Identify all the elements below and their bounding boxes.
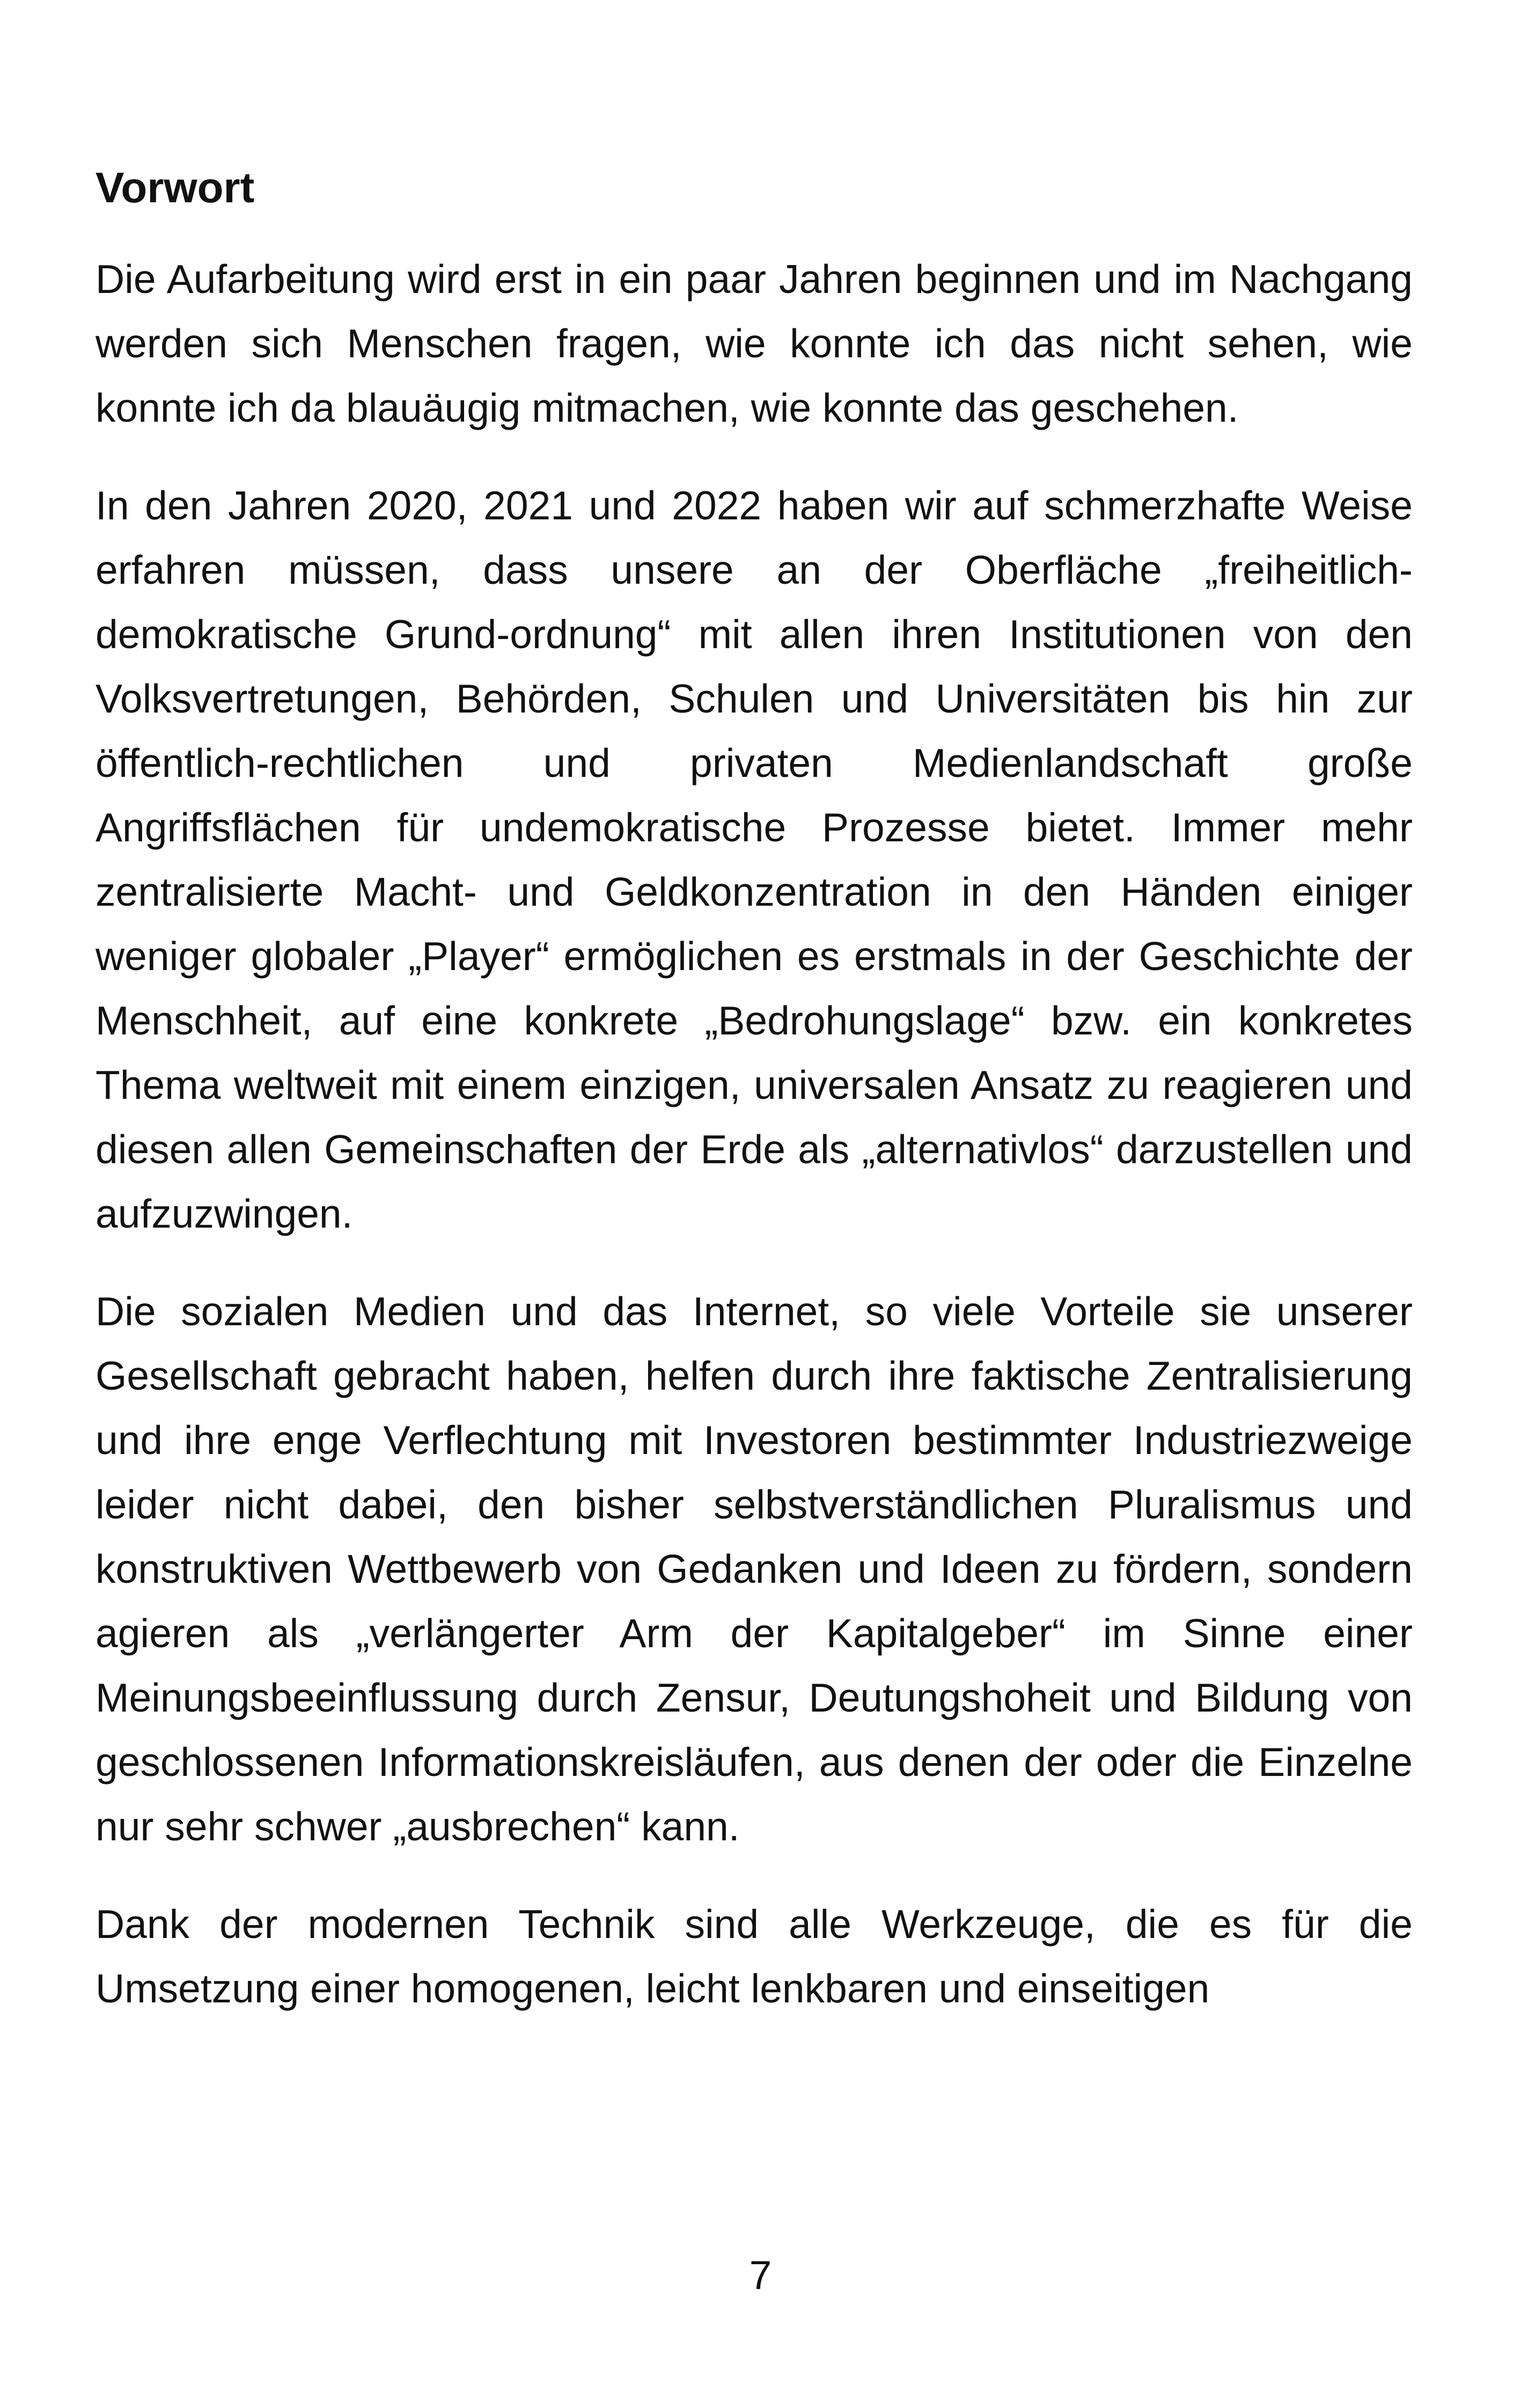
page-number: 7 — [749, 2252, 772, 2297]
paragraph-3: Die sozialen Medien und das Internet, so viele Vorteile sie unserer Gesellschaft gebracht haben, helfen durch ihre faktische Zentralisierung und ihre enge Verflechtung mit Investoren bestimmter Industriezweige leider nicht dabei, den bisher selbstverständlichen Pluralismus und konstruktiven Wettbewerb von Gedanken und Ideen zu fördern, sondern agieren als „verlängerter Arm der Kapitalgeber“ im Sinne einer Meinungsbeeinflussung durch Zensur, Deutungshoheit und Bildung von geschlossenen Informationskreisläufen, aus denen der oder die Einzelne nur sehr schwer „ausbrechen“ kann. — [95, 1289, 1413, 1849]
chapter-heading: Vorwort — [95, 164, 255, 211]
page-content — [95, 156, 1413, 2054]
paragraph-2: In den Jahren 2020, 2021 und 2022 haben wir auf schmerzhafte Weise erfahren müssen, dass unsere an der Oberfläche „freiheitlich-demokratische Grund-ordnung“ mit allen ihren Institutionen von den Volksvertretungen, Behörden, Schulen und Universitäten bis hin zur öffentlich-rechtlichen und privaten Medienlandschaft große Angriffsflächen für undemokratische Prozesse bietet. Immer mehr zentralisierte Macht- und Geldkonzentration in den Händen einiger weniger globaler „Player“ ermöglichen es erstmals in der Geschichte der Menschheit, auf eine konkrete „Bedrohungslage“ bzw. ein konkretes Thema weltweit mit einem einzigen, universalen Ansatz zu reagieren und diesen allen Gemeinschaften der Erde als „alternativlos“ darzustellen und aufzuzwingen. — [95, 483, 1413, 1236]
paragraph-1: Die Aufarbeitung wird erst in ein paar Jahren beginnen und im Nachgang werden sich Menschen fragen, wie konnte ich das nicht sehen, wie konnte ich da blauäugig mitmachen, wie konnte das geschehen. — [95, 256, 1413, 430]
paragraph-4: Dank der modernen Technik sind alle Werkzeuge, die es für die Umsetzung einer homogenen, leicht lenkbaren und einseitigen — [95, 1902, 1413, 2011]
